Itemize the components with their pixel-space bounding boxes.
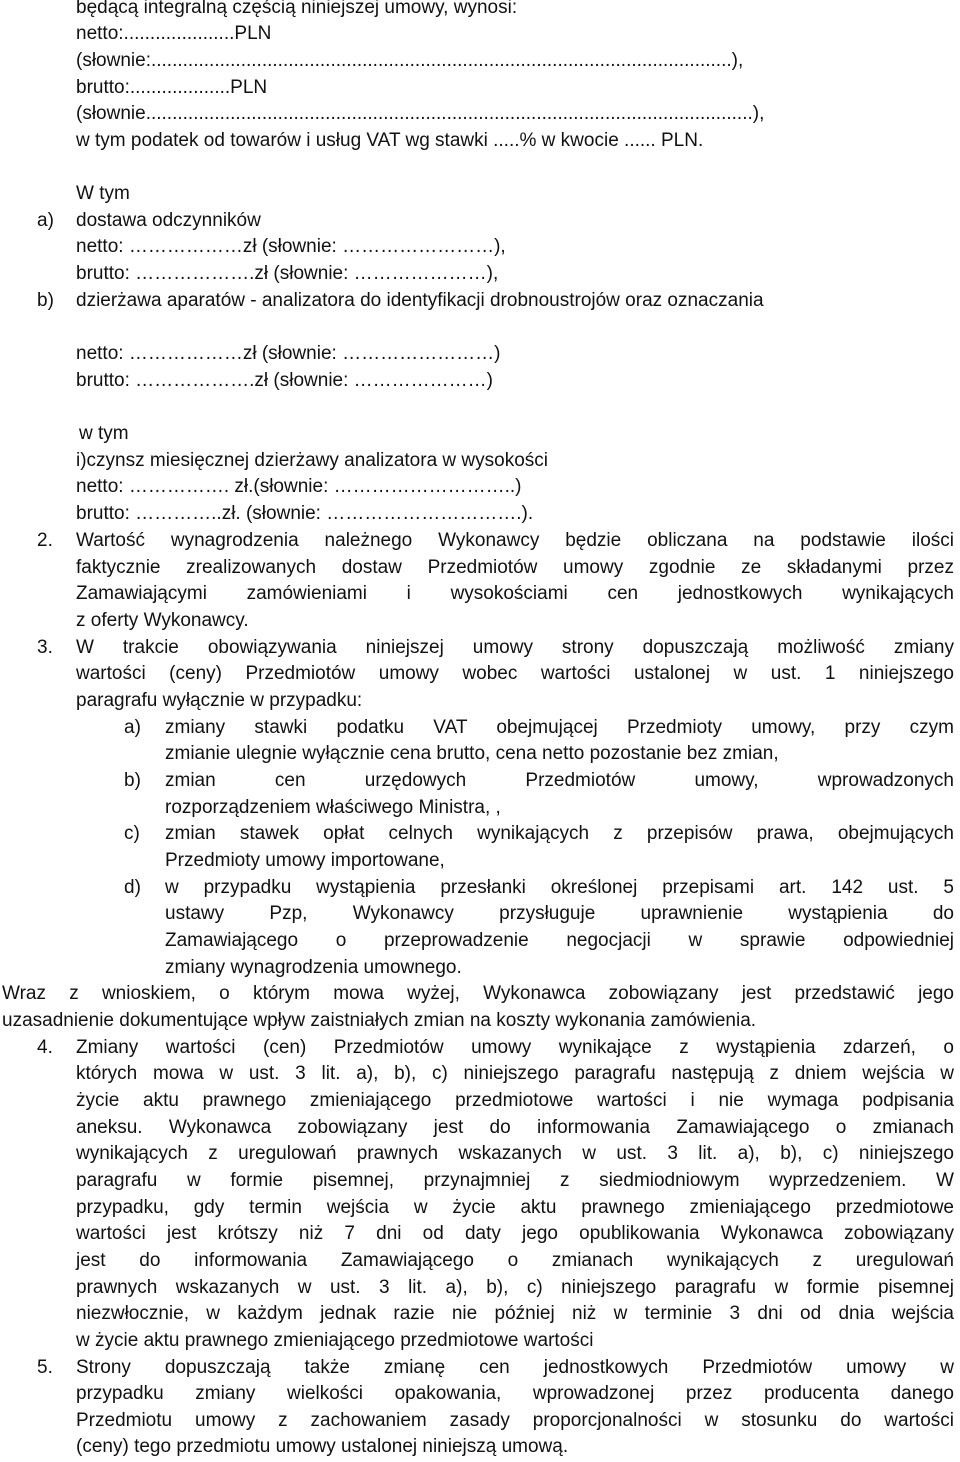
subitem-line: Zamawiającego o przeprowadzenie negocjacji w sprawie odpowiedniej — [165, 930, 954, 951]
subitem-line: zmian stawek opłat celnych wynikających z przepisów prawa, obejmujących — [165, 823, 954, 844]
paragraph-line: jest do informowania Zamawiającego o zmianach wynikających z uregulowań — [76, 1250, 954, 1271]
paragraph-line: wynikających z uregulowań prawnych wskazanych w ust. 3 lit. a), b), c) niniejszego — [76, 1143, 954, 1164]
paragraph-line: życie aktu prawnego zmieniającego przedmiotowe wartości i nie wymaga podpisania — [76, 1090, 954, 1111]
subitem-line: zmianie ulegnie wyłącznie cena brutto, cena netto pozostanie bez zmian, — [165, 743, 779, 764]
list-marker: d) — [124, 877, 141, 898]
paragraph-line: wartości jest krótszy niż 7 dni od daty jego opublikowania Wykonawca zobowiązany — [76, 1223, 954, 1244]
payment-line: netto:.....................PLN — [76, 23, 272, 44]
subitem-line: ustawy Pzp, Wykonawcy przysługuje uprawnienie wystąpienia do — [165, 903, 954, 924]
paragraph-line: Wraz z wnioskiem, o którym mowa wyżej, Wykonawca zobowiązany jest przedstawić jego — [2, 983, 954, 1004]
paragraph-line: przypadku, gdy termin wejścia w życie aktu prawnego zmieniającego przedmiotowe — [76, 1197, 954, 1218]
list-marker: b) — [37, 290, 54, 311]
paragraph-line: wartości (ceny) Przedmiotów umowy wobec wartości ustalonej w ust. 1 niniejszego — [76, 663, 954, 684]
paragraph-line: uzasadnienie dokumentujące wpływ zaistniałych zmian na koszty wykonania zamówienia. — [2, 1010, 757, 1031]
netto-line: netto: ………………zł (słownie: ……………………) — [76, 343, 501, 364]
paragraph-number: 5. — [37, 1357, 53, 1378]
subitem-line: rozporządzeniem właściwego Ministra, , — [165, 797, 501, 818]
subitem-line: zmiany wynagrodzenia umownego. — [165, 957, 462, 978]
w-tym-subheading: w tym — [79, 423, 129, 444]
paragraph-line: Zamawiającymi zamówieniami i wysokościami cen jednostkowych wynikających — [76, 583, 954, 604]
list-marker: c) — [124, 823, 140, 844]
payment-line: (słownie:..............................................................................................................), — [76, 50, 744, 71]
paragraph-line: paragrafu w formie pisemnej, przynajmniej z siedmiodniowym wyprzedzeniem. W — [76, 1170, 954, 1191]
paragraph-line: Przedmiotu umowy z zachowaniem zasady proporcjonalności w stosunku do wartości — [76, 1410, 954, 1431]
paragraph-line: (ceny) tego przedmiotu umowy ustalonej niniejszą umową. — [76, 1436, 569, 1457]
paragraph-line: Zmiany wartości (cen) Przedmiotów umowy wynikające z wystąpienia zdarzeń, o — [76, 1037, 954, 1058]
paragraph-line: prawnych wskazanych w ust. 3 lit. a), b), c) niniejszego paragrafu w formie pisemnej — [76, 1277, 954, 1298]
subitem-line: zmiany stawki podatku VAT obejmującej Przedmioty umowy, przy czym — [165, 717, 954, 738]
paragraph-number: 2. — [37, 530, 53, 551]
paragraph-number: 4. — [37, 1037, 53, 1058]
paragraph-line: niezwłocznie, w każdym jednak razie nie później niż w terminie 3 dni od dnia wejścia — [76, 1303, 954, 1324]
paragraph-line: w życie aktu prawnego zmieniającego przedmiotowe wartości — [76, 1330, 594, 1351]
paragraph-line: Wartość wynagrodzenia należnego Wykonawcy będzie obliczana na podstawie ilości — [76, 530, 954, 551]
paragraph-line: aneksu. Wykonawca zobowiązany jest do informowania Zamawiającego o zmianach — [76, 1117, 954, 1138]
brutto-line: brutto: ……………….zł (słownie: …………………), — [76, 263, 499, 284]
payment-line: brutto:...................PLN — [76, 77, 268, 98]
paragraph-line: Strony dopuszczają także zmianę cen jednostkowych Przedmiotów umowy w — [76, 1357, 954, 1378]
list-item-title: i)czynsz miesięcznej dzierżawy analizatora w wysokości — [76, 450, 548, 471]
paragraph-line: przypadku zmiany wielkości opakowania, wprowadzonej przez producenta danego — [76, 1383, 954, 1404]
payment-line: (słownie...................................................................................................................), — [76, 103, 765, 124]
list-item-title: dostawa odczynników — [76, 210, 261, 231]
paragraph-number: 3. — [37, 637, 53, 658]
w-tym-heading: W tym — [76, 183, 130, 204]
paragraph-line: faktycznie zrealizowanych dostaw Przedmiotów umowy zgodnie ze składanymi przez — [76, 557, 954, 578]
paragraph-line: W trakcie obowiązywania niniejszej umowy strony dopuszczają możliwość zmiany — [76, 637, 954, 658]
payment-line: w tym podatek od towarów i usług VAT wg stawki .....% w kwocie ...... PLN. — [76, 130, 704, 151]
paragraph-line: z oferty Wykonawcy. — [76, 610, 249, 631]
subitem-line: Przedmioty umowy importowane, — [165, 850, 445, 871]
netto-line: netto: ……………. zł.(słownie: ………………………..) — [76, 476, 522, 497]
list-marker: a) — [124, 717, 141, 738]
netto-line: netto: ………………zł (słownie: ……………………), — [76, 236, 506, 257]
list-marker: b) — [124, 770, 141, 791]
brutto-line: brutto: …………..zł. (słownie: ………………………….). — [76, 503, 534, 524]
paragraph-line: których mowa w ust. 3 lit. a), b), c) niniejszego paragrafu następują z dniem wejścia w — [76, 1063, 954, 1084]
subitem-line: zmian cen urzędowych Przedmiotów umowy, wprowadzonych — [165, 770, 954, 791]
list-item-title: dzierżawa aparatów - analizatora do identyfikacji drobnoustrojów oraz oznaczania — [76, 290, 764, 311]
paragraph-line: paragrafu wyłącznie w przypadku: — [76, 690, 363, 711]
subitem-line: w przypadku wystąpienia przesłanki określonej przepisami art. 142 ust. 5 — [165, 877, 954, 898]
brutto-line: brutto: ……………….zł (słownie: …………………) — [76, 370, 493, 391]
list-marker: a) — [37, 210, 54, 231]
payment-line: będącą integralną częścią niniejszej umowy, wynosi: — [76, 0, 518, 18]
